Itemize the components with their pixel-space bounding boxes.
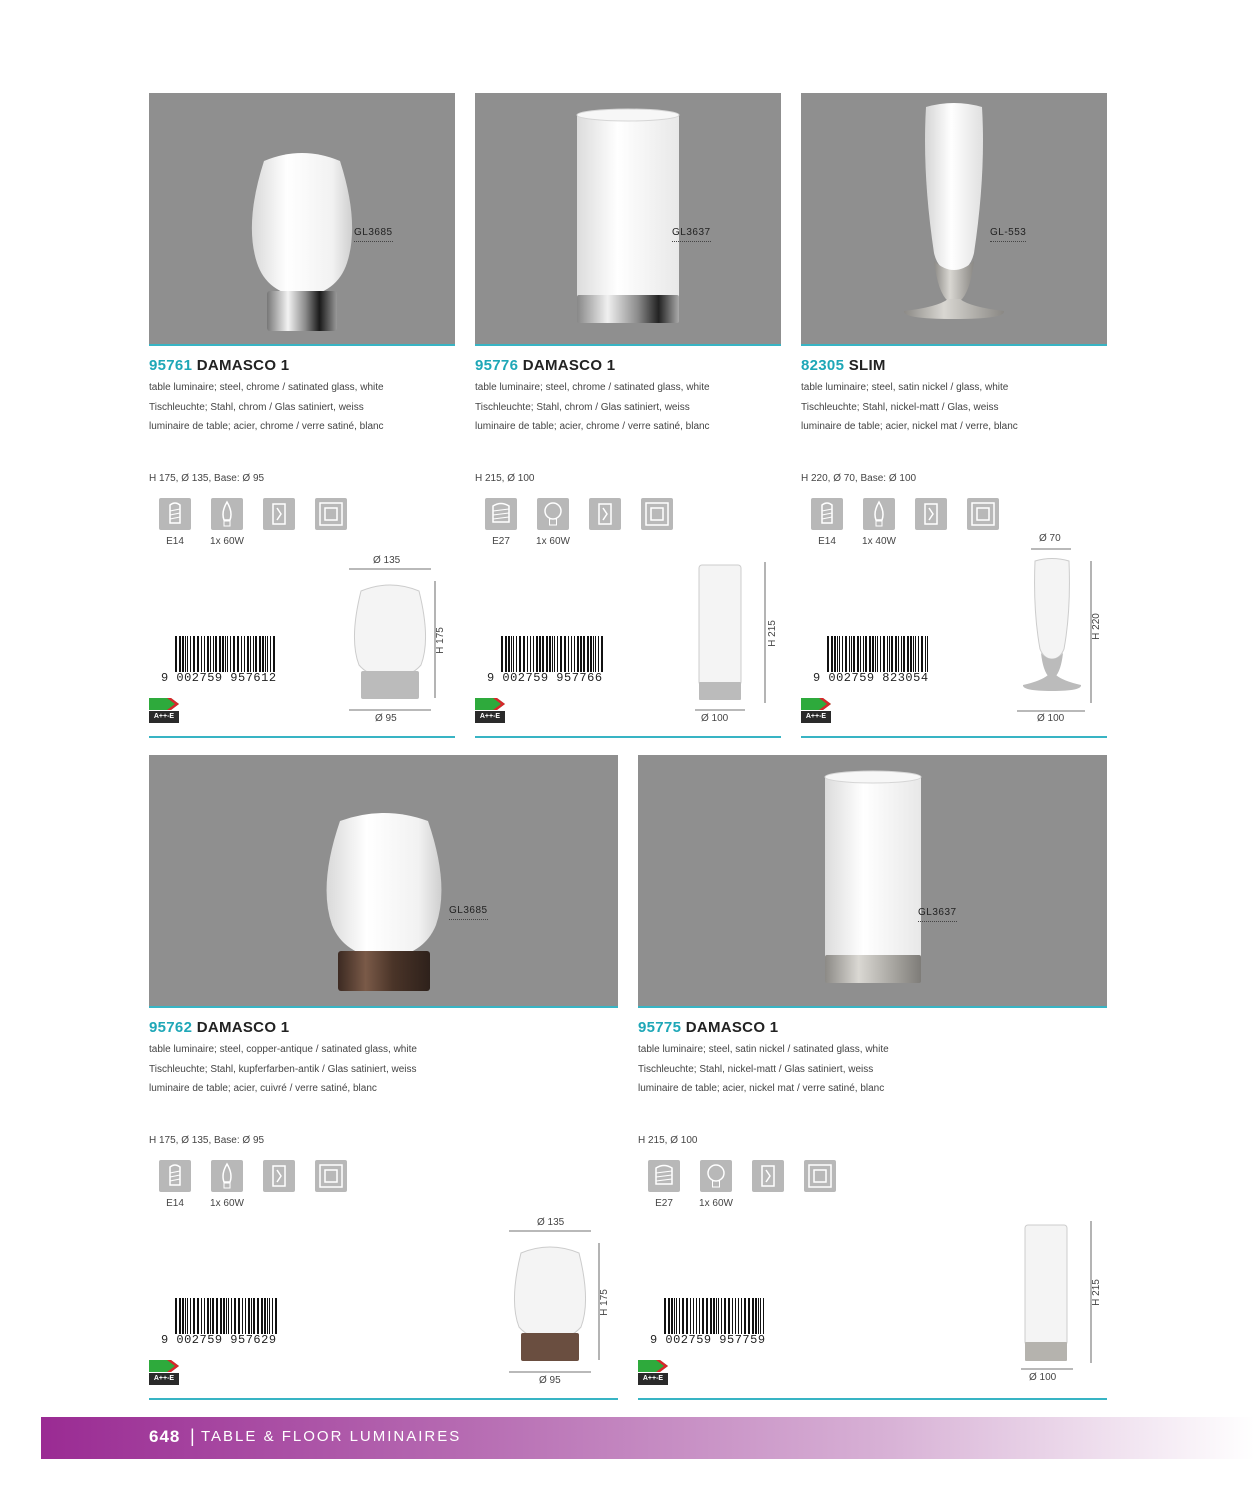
wattage-label: 1x 60W <box>210 1198 244 1209</box>
product-photo <box>638 755 1107 1008</box>
ean-barcode <box>161 636 281 686</box>
product-name: DAMASCO 1 <box>685 1019 779 1036</box>
wattage-label: 1x 40W <box>862 536 896 547</box>
lamp-image <box>304 755 464 1008</box>
description-en: table luminaire; steel, copper-antique / satinated glass, white <box>149 1044 417 1055</box>
glass-code-callout: GL3637 <box>672 227 711 242</box>
product-description <box>149 378 384 437</box>
socket-label: E27 <box>492 536 510 547</box>
socket-label: E14 <box>166 536 184 547</box>
energy-label <box>638 1360 668 1386</box>
energy-arrow-icon <box>149 698 179 710</box>
dimension-drawing <box>1013 1217 1107 1395</box>
wattage-label: 1x 60W <box>699 1198 733 1209</box>
glass-code-callout: GL3637 <box>918 907 957 922</box>
product-card-95776 <box>475 93 781 738</box>
lamp-image <box>222 93 382 346</box>
card-divider <box>638 1398 1107 1400</box>
energy-arrow-icon <box>475 698 505 710</box>
description-fr: luminaire de table; acier, cuivré / verre satiné, blanc <box>149 1083 377 1094</box>
energy-class: A++-E <box>475 711 505 723</box>
dimension-drawing <box>499 1215 618 1395</box>
dimension-lines <box>1013 1217 1107 1395</box>
product-dimensions: H 215, Ø 100 <box>475 473 535 484</box>
description-de: Tischleuchte; Stahl, nickel-matt / Glas satiniert, weiss <box>638 1063 874 1075</box>
diameter-bottom-label: Ø 100 <box>701 713 729 724</box>
dimension-drawing <box>1007 531 1107 731</box>
product-photo <box>475 93 781 346</box>
diameter-bottom-label: Ø 100 <box>1037 713 1065 724</box>
bulb-icon <box>537 498 569 530</box>
description-fr: luminaire de table; acier, nickel mat / verre, blanc <box>801 421 1018 432</box>
description-en: table luminaire; steel, chrome / satinated glass, white <box>475 382 710 393</box>
description-fr: luminaire de table; acier, chrome / verre satiné, blanc <box>475 421 710 432</box>
product-title <box>149 1019 289 1036</box>
description-de: Tischleuchte; Stahl, nickel-matt / Glas, weiss <box>801 401 999 413</box>
product-dimensions: H 175, Ø 135, Base: Ø 95 <box>149 1135 265 1146</box>
product-dimensions: H 215, Ø 100 <box>638 1135 698 1146</box>
double-insulation-icon <box>315 1160 347 1192</box>
barcode-bars <box>827 636 931 672</box>
double-insulation-icon <box>967 498 999 530</box>
product-description <box>638 1040 889 1099</box>
diameter-top-label: Ø 70 <box>1039 533 1061 544</box>
dimension-drawing <box>685 558 781 733</box>
energy-label <box>149 698 179 724</box>
page-number: 648 <box>149 1427 181 1446</box>
energy-label <box>801 698 831 724</box>
lamp-image <box>548 93 708 346</box>
product-photo <box>149 755 618 1008</box>
candle-bulb-icon <box>863 498 895 530</box>
product-number: 95775 <box>638 1019 682 1036</box>
description-en: table luminaire; steel, satin nickel / satinated glass, white <box>638 1044 889 1055</box>
product-card-82305 <box>801 93 1107 738</box>
energy-arrow-icon <box>801 698 831 710</box>
energy-class: A++-E <box>801 711 831 723</box>
diameter-bottom-label: Ø 100 <box>1029 1372 1057 1383</box>
wattage-label: 1x 60W <box>536 536 570 547</box>
product-dimensions: H 220, Ø 70, Base: Ø 100 <box>801 473 917 484</box>
product-photo <box>801 93 1107 346</box>
product-photo <box>149 93 455 346</box>
ean-barcode <box>813 636 933 686</box>
barcode-bars <box>664 1298 768 1334</box>
card-divider <box>149 1398 618 1400</box>
e14-socket-icon <box>811 498 843 530</box>
barcode-number: 9 002759 957612 <box>161 671 277 685</box>
card-divider <box>475 736 781 738</box>
double-insulation-icon <box>641 498 673 530</box>
description-de: Tischleuchte; Stahl, chrom / Glas satiniert, weiss <box>475 401 690 413</box>
energy-arrow-icon <box>149 1360 179 1372</box>
e27-socket-icon <box>648 1160 680 1192</box>
energy-label <box>475 698 505 724</box>
glass-code-callout: GL-553 <box>990 227 1026 242</box>
product-number: 95761 <box>149 357 193 374</box>
energy-arrow-icon <box>638 1360 668 1372</box>
e14-socket-icon <box>159 498 191 530</box>
candle-bulb-icon <box>211 1160 243 1192</box>
energy-class: A++-E <box>149 711 179 723</box>
barcode-bars <box>175 636 279 672</box>
product-name: SLIM <box>848 357 886 374</box>
barcode-bars <box>175 1298 279 1334</box>
product-description <box>149 1040 417 1099</box>
product-number: 82305 <box>801 357 845 374</box>
product-number: 95762 <box>149 1019 193 1036</box>
height-label: H 215 <box>1090 1279 1102 1306</box>
bulb-icon <box>700 1160 732 1192</box>
switch-icon <box>915 498 947 530</box>
product-name: DAMASCO 1 <box>196 357 290 374</box>
description-en: table luminaire; steel, chrome / satinated glass, white <box>149 382 384 393</box>
card-divider <box>149 736 455 738</box>
product-title <box>638 1019 778 1036</box>
barcode-number: 9 002759 957629 <box>161 1333 277 1347</box>
wattage-label: 1x 60W <box>210 536 244 547</box>
glass-code-callout: GL3685 <box>449 905 488 920</box>
description-de: Tischleuchte; Stahl, chrom / Glas satiniert, weiss <box>149 401 364 413</box>
socket-label: E14 <box>166 1198 184 1209</box>
dimension-drawing <box>339 553 455 733</box>
switch-icon <box>589 498 621 530</box>
footer-separator: | <box>190 1426 195 1446</box>
product-card-95762 <box>149 755 618 1400</box>
height-label: H 220 <box>1090 613 1102 640</box>
ean-barcode <box>650 1298 770 1348</box>
ean-barcode <box>487 636 607 686</box>
e14-socket-icon <box>159 1160 191 1192</box>
height-label: H 175 <box>598 1289 610 1316</box>
product-title <box>801 357 886 374</box>
product-description <box>475 378 710 437</box>
switch-icon <box>263 498 295 530</box>
lamp-image <box>793 755 953 1008</box>
barcode-bars <box>501 636 605 672</box>
product-card-95761 <box>149 93 455 738</box>
product-dimensions: H 175, Ø 135, Base: Ø 95 <box>149 473 265 484</box>
diameter-top-label: Ø 135 <box>373 555 401 566</box>
product-title <box>149 357 289 374</box>
description-de: Tischleuchte; Stahl, kupferfarben-antik / Glas satiniert, weiss <box>149 1063 417 1075</box>
double-insulation-icon <box>804 1160 836 1192</box>
section-title: TABLE & FLOOR LUMINAIRES <box>201 1428 462 1445</box>
barcode-number: 9 002759 957759 <box>650 1333 766 1347</box>
product-title <box>475 357 615 374</box>
ean-barcode <box>161 1298 281 1348</box>
description-en: table luminaire; steel, satin nickel / glass, white <box>801 382 1009 393</box>
glass-code-callout: GL3685 <box>354 227 393 242</box>
socket-label: E14 <box>818 536 836 547</box>
energy-label <box>149 1360 179 1386</box>
product-name: DAMASCO 1 <box>196 1019 290 1036</box>
height-label: H 175 <box>434 627 446 654</box>
height-label: H 215 <box>766 620 778 647</box>
page-footer <box>41 1417 1255 1459</box>
energy-class: A++-E <box>149 1373 179 1385</box>
barcode-number: 9 002759 957766 <box>487 671 603 685</box>
product-name: DAMASCO 1 <box>522 357 616 374</box>
product-number: 95776 <box>475 357 519 374</box>
switch-icon <box>263 1160 295 1192</box>
product-card-95775 <box>638 755 1107 1400</box>
switch-icon <box>752 1160 784 1192</box>
energy-class: A++-E <box>638 1373 668 1385</box>
lamp-image <box>874 93 1034 346</box>
diameter-bottom-label: Ø 95 <box>375 713 397 724</box>
double-insulation-icon <box>315 498 347 530</box>
e27-socket-icon <box>485 498 517 530</box>
description-fr: luminaire de table; acier, chrome / verre satiné, blanc <box>149 421 384 432</box>
candle-bulb-icon <box>211 498 243 530</box>
description-fr: luminaire de table; acier, nickel mat / verre satiné, blanc <box>638 1083 885 1094</box>
diameter-bottom-label: Ø 95 <box>539 1375 561 1386</box>
product-description <box>801 378 1018 437</box>
card-divider <box>801 736 1107 738</box>
barcode-number: 9 002759 823054 <box>813 671 929 685</box>
diameter-top-label: Ø 135 <box>537 1217 565 1228</box>
socket-label: E27 <box>655 1198 673 1209</box>
